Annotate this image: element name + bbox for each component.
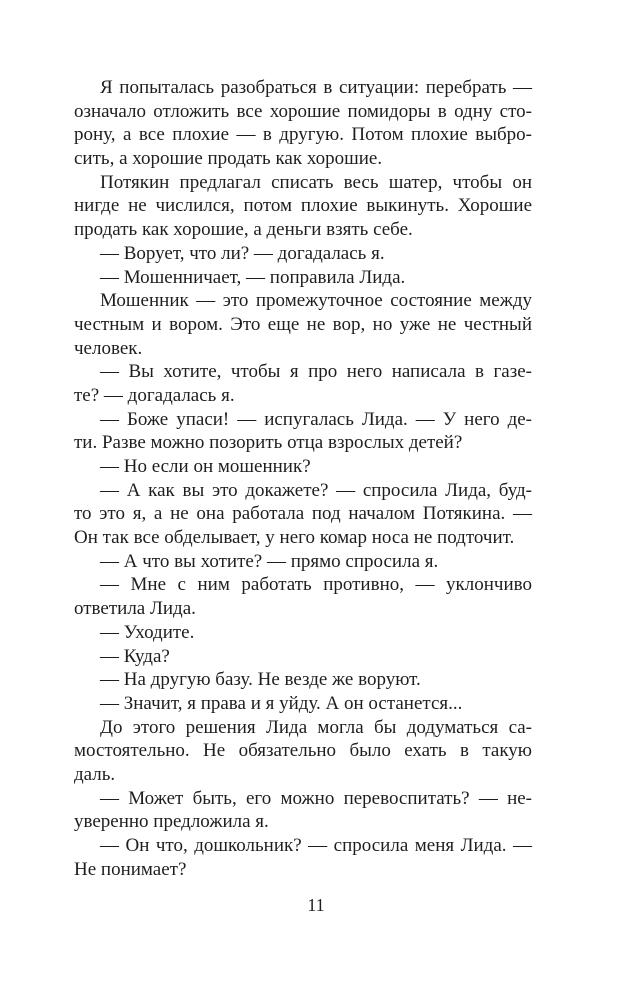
- text-line: Не понимает?: [74, 858, 187, 880]
- page-text: [74, 76, 532, 881]
- text-line: — Мне с ним работать противно, — уклончиво: [100, 574, 532, 596]
- text-line: — А что вы хотите? — прямо спросила я.: [100, 550, 439, 572]
- text-line: Я попыталась разобраться в ситуации: перебрать —: [100, 77, 532, 98]
- text-line: уверенно предложила я.: [74, 811, 269, 833]
- text-line: нигде не числился, потом плохие выкинуть. Хорошие: [74, 195, 532, 217]
- page-number: 11: [307, 895, 325, 915]
- text-line: мостоятельно. Не обязательно было ехать в такую: [74, 740, 532, 762]
- text-line: продать как хорошие, а деньги взять себе.: [74, 219, 413, 241]
- text-line: рону, а все плохие — в другую. Потом плохие выбро-: [74, 124, 532, 146]
- text-line: — Он что, дошкольник? — спросила меня Лида. —: [100, 835, 532, 856]
- text-line: ти. Разве можно позорить отца взрослых детей?: [74, 432, 463, 454]
- text-line: — Ворует, что ли? — догадалась я.: [100, 242, 385, 264]
- text-line: человек.: [74, 337, 143, 359]
- text-line: Мошенник — это промежуточное состояние между: [100, 290, 532, 312]
- text-line: — Вы хотите, чтобы я про него написала в газе-: [100, 361, 532, 383]
- text-line: даль.: [74, 763, 116, 785]
- text-line: ответила Лида.: [74, 598, 196, 620]
- text-line: — Мошенничает, — поправила Лида.: [100, 266, 406, 288]
- text-line: — Значит, я права и я уйду. А он останется...: [100, 692, 463, 714]
- text-line: означало отложить все хорошие помидоры в одну сто-: [74, 100, 532, 122]
- text-line: — Может быть, его можно перевоспитать? — не-: [100, 787, 532, 809]
- text-line: Он так все обделывает, у него комар носа не подточит.: [74, 527, 515, 549]
- text-line: — Уходите.: [100, 621, 195, 643]
- text-line: сить, а хорошие продать как хорошие.: [74, 148, 383, 170]
- text-line: Потякин предлагал списать весь шатер, чтобы он: [100, 171, 532, 193]
- text-line: то это я, а не она работала под началом Потякина. —: [74, 503, 532, 525]
- text-line: До этого решения Лида могла бы додуматься са-: [100, 716, 532, 738]
- text-line: — Куда?: [100, 645, 170, 667]
- text-line: те? — догадалась я.: [74, 384, 235, 406]
- text-line: — Но если он мошенник?: [100, 456, 311, 477]
- text-line: честным и вором. Это еще не вор, но уже не честный: [74, 313, 532, 335]
- text-line: — Боже упаси! — испугалась Лида. — У него де-: [100, 408, 532, 430]
- text-line: — А как вы это докажете? — спросила Лида, буд-: [100, 479, 532, 501]
- text-line: — На другую базу. Не везде же воруют.: [100, 669, 421, 691]
